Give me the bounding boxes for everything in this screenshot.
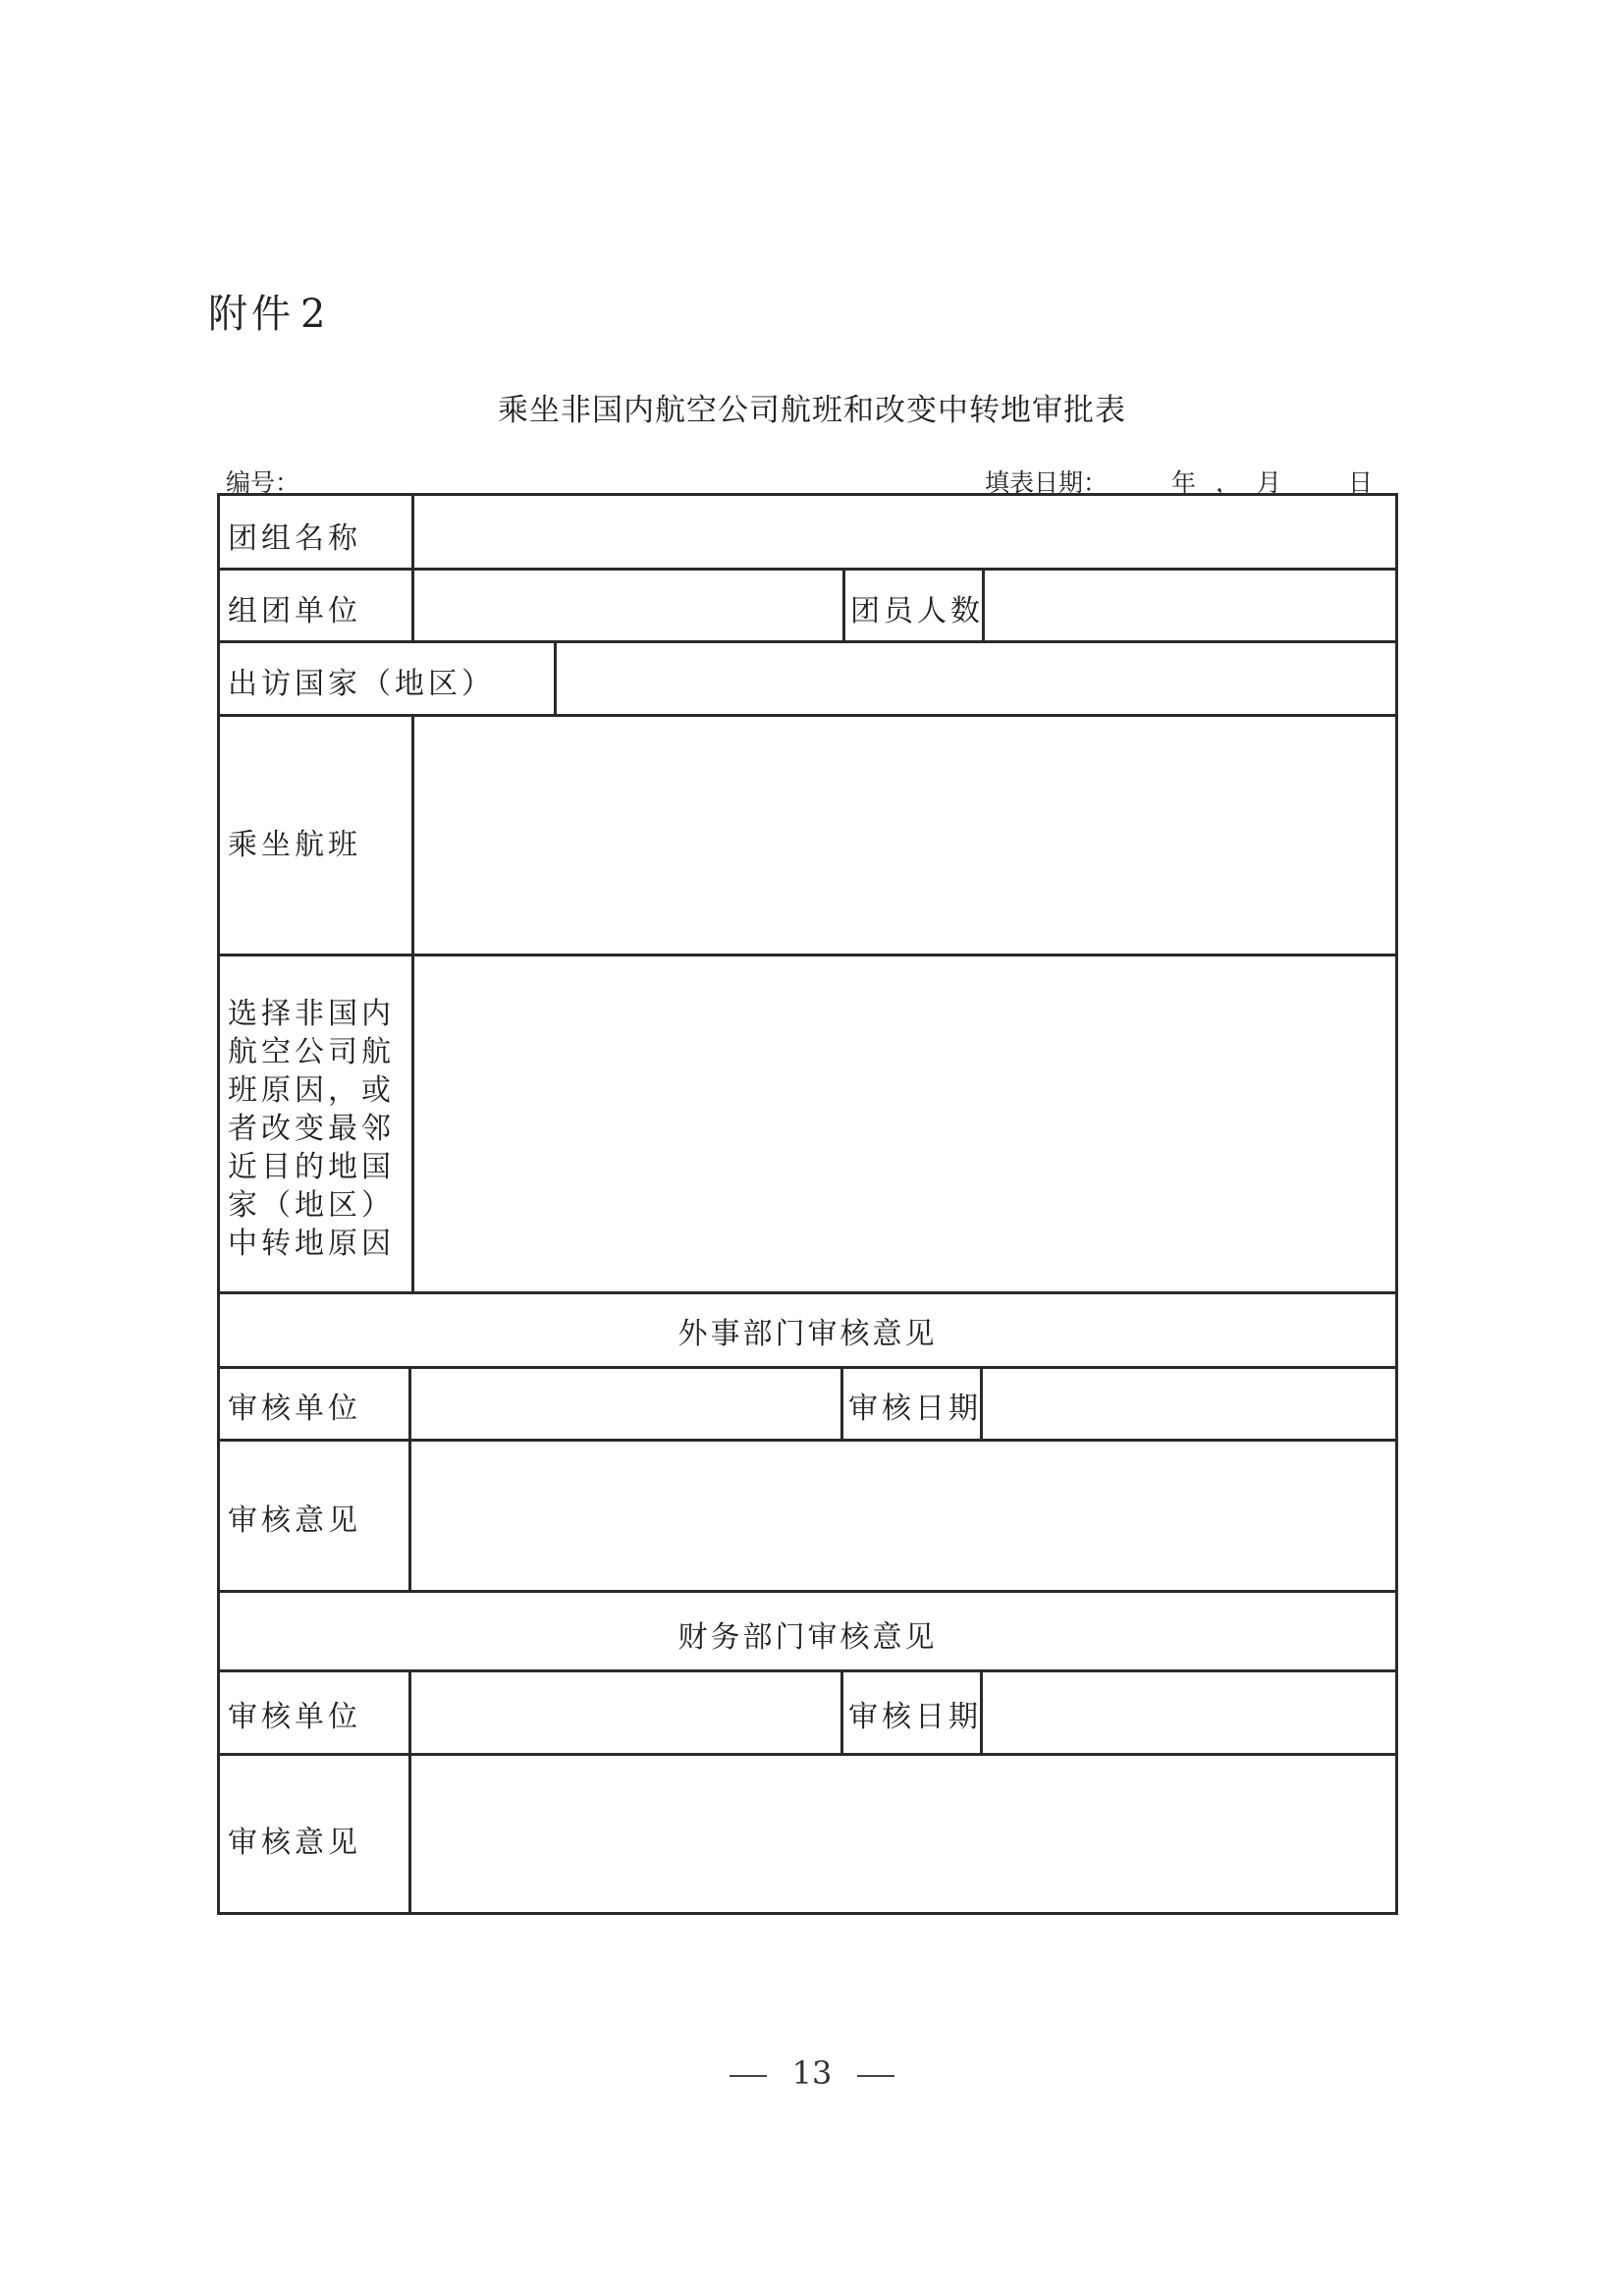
attachment-label xyxy=(208,283,329,339)
column-divider xyxy=(408,1366,411,1593)
row-divider xyxy=(220,568,1395,571)
attachment-prefix: 附件 xyxy=(208,292,295,337)
visit-country-label: 出访国家（地区） xyxy=(228,667,495,701)
finance-section-title: 财务部门审核意见 xyxy=(677,1620,938,1655)
row-divider xyxy=(220,1669,1395,1672)
row-divider xyxy=(220,954,1395,956)
fa-review-unit-label: 审核单位 xyxy=(228,1392,361,1426)
row-divider xyxy=(220,1753,1395,1756)
flight-label: 乘坐航班 xyxy=(228,828,361,862)
row-divider xyxy=(220,1366,1395,1369)
row-divider xyxy=(220,1590,1395,1593)
column-divider xyxy=(408,1669,411,1915)
fa-review-date-label: 审核日期 xyxy=(848,1392,982,1426)
date-year-label: 年 xyxy=(1171,468,1197,497)
organizing-unit-label: 组团单位 xyxy=(228,594,361,628)
row-divider xyxy=(220,640,1395,643)
fin-review-unit-label: 审核单位 xyxy=(228,1700,361,1734)
fin-review-date-label: 审核日期 xyxy=(848,1700,982,1734)
row-divider xyxy=(220,1439,1395,1442)
date-separator: ， xyxy=(1216,468,1241,497)
row-divider xyxy=(220,714,1395,717)
form-title: 乘坐非国内航空公司航班和改变中转地审批表 xyxy=(498,393,1126,428)
page-number-dash-right xyxy=(857,2075,894,2077)
date-day-label: 日 xyxy=(1348,468,1374,497)
fin-review-opinion-label: 审核意见 xyxy=(228,1826,361,1860)
column-divider xyxy=(842,568,845,643)
fill-date-label: 填表日期： xyxy=(985,468,1109,497)
column-divider xyxy=(554,640,557,717)
column-divider xyxy=(840,1366,843,1442)
serial-number-label: 编号： xyxy=(226,468,300,497)
column-divider xyxy=(411,496,414,643)
approval-form-table xyxy=(217,493,1398,1915)
member-count-label: 团员人数 xyxy=(850,594,984,628)
form-meta-row xyxy=(224,464,1374,497)
page-number-dash-left xyxy=(730,2075,767,2077)
attachment-number: 2 xyxy=(300,292,330,337)
row-divider xyxy=(220,1291,1395,1294)
fa-review-opinion-label: 审核意见 xyxy=(228,1503,361,1538)
foreign-affairs-section-title: 外事部门审核意见 xyxy=(677,1317,938,1351)
column-divider xyxy=(840,1669,843,1756)
column-divider xyxy=(411,714,414,1294)
group-name-label: 团组名称 xyxy=(228,521,361,556)
page-number xyxy=(0,2054,1624,2092)
date-month-label: 月 xyxy=(1257,468,1282,497)
page-number-text: 13 xyxy=(791,2054,833,2092)
reason-label: 选择非国内航空公司航班原因，或者改变最邻近目的地国家（地区）中转地原因 xyxy=(228,997,395,1261)
